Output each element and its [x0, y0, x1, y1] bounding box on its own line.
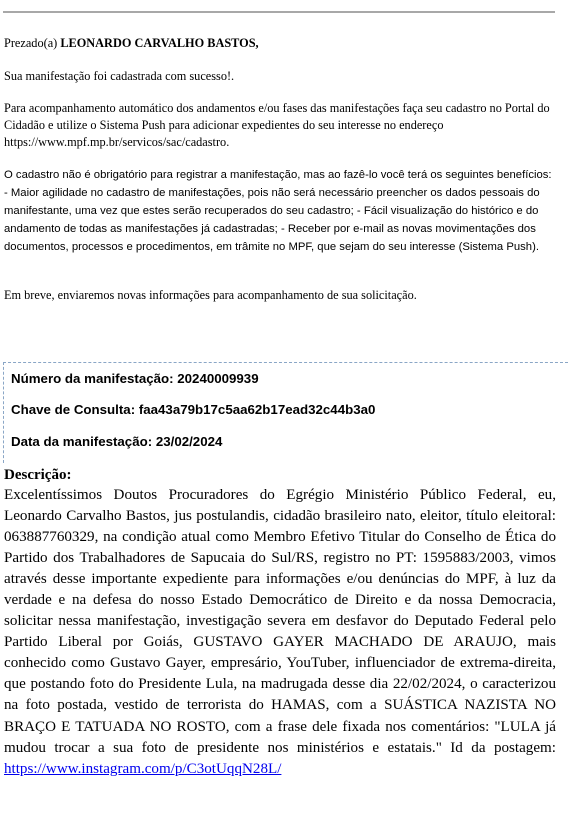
- manifestation-details: [3, 362, 568, 463]
- post-link[interactable]: https://www.instagram.com/p/C3otUqqN28L/: [4, 760, 282, 777]
- success-message: Sua manifestação foi cadastrada com sucesso!.: [4, 69, 235, 83]
- follow-up-instructions: Para acompanhamento automático dos andamentos e/ou fases das manifestações faça seu cadastro no Portal do Cidadão e utilize o Sistema Push para adicionar expedientes do seu interesse no endereço https://www.mpf.mp.br/servicos/sac/cadastro.: [4, 101, 550, 149]
- registration-info: O cadastro não é obrigatório para registrar a manifestação, mas ao fazê-lo você terá os seguintes benefícios: - Maior agilidade no cadastro de manifestações, pois não será necessário preencher os dados pessoais do manifestante, uma vez que estes serão recuperados do seu cadastro; - Fácil visualização do histórico e do andamento de todas as manifestações já cadastradas; - Receber por e-mail as novas movimentações dos documentos, processos e procedimentos, em trâmite no MPF, que sejam do seu interesse (Sistema Push).: [4, 169, 552, 253]
- description-body: [4, 485, 556, 780]
- greeting-prefix: Prezado(a): [4, 36, 61, 50]
- recipient-name: LEONARDO CARVALHO BASTOS,: [60, 36, 259, 50]
- consultation-key: Chave de Consulta: faa43a79b17c5aa62b17ead32c44b3a0: [11, 402, 376, 417]
- manifestation-date: Data da manifestação: 23/02/2024: [11, 434, 223, 449]
- greeting: [4, 35, 556, 52]
- description-label: Descrição:: [4, 467, 72, 483]
- top-divider: [3, 11, 555, 13]
- closing-message: Em breve, enviaremos novas informações para acompanhamento de sua solicitação.: [4, 288, 417, 302]
- manifestation-number: Número da manifestação: 20240009939: [11, 371, 259, 386]
- description-text: Excelentíssimos Doutos Procuradores do Egrégio Ministério Público Federal, eu, Leonardo Carvalho Bastos, jus postulandis, cidadão brasileiro nato, eleitor, título eleitoral: 063887760329, na condição atual como Membro Efetivo Titular do Conselho de Ética do Partido dos Trabalhadores de Sapucaia do Sul/RS, registro no PT: 1595883/2003, vimos através desse importante expediente para informações e/ou denúncias do MPF, à luz da verdade e na defesa do nosso Estado Democrático de Direito e da nossa Democracia, solicitar nessa manifestação, investigação severa em desfavor do Deputado Federal pelo Partido Liberal por Goiás, GUSTAVO GAYER MACHADO DE ARAUJO, mais conhecido como Gustavo Gayer, empresário, YouTuber, influenciador de extrema-direita, que postando foto do Presidente Lula, na madrugada desse dia 22/02/2024, o caracterizou na foto postada, vestido de terrorista do HAMAS, com a SUÁSTICA NAZISTA NO BRAÇO E TATUADA NO ROSTO, com a frase dele fixada nos comentários: "LULA já mudou trocar a sua foto de presidente nos ministérios e estatais." Id da postagem:: [4, 487, 556, 756]
